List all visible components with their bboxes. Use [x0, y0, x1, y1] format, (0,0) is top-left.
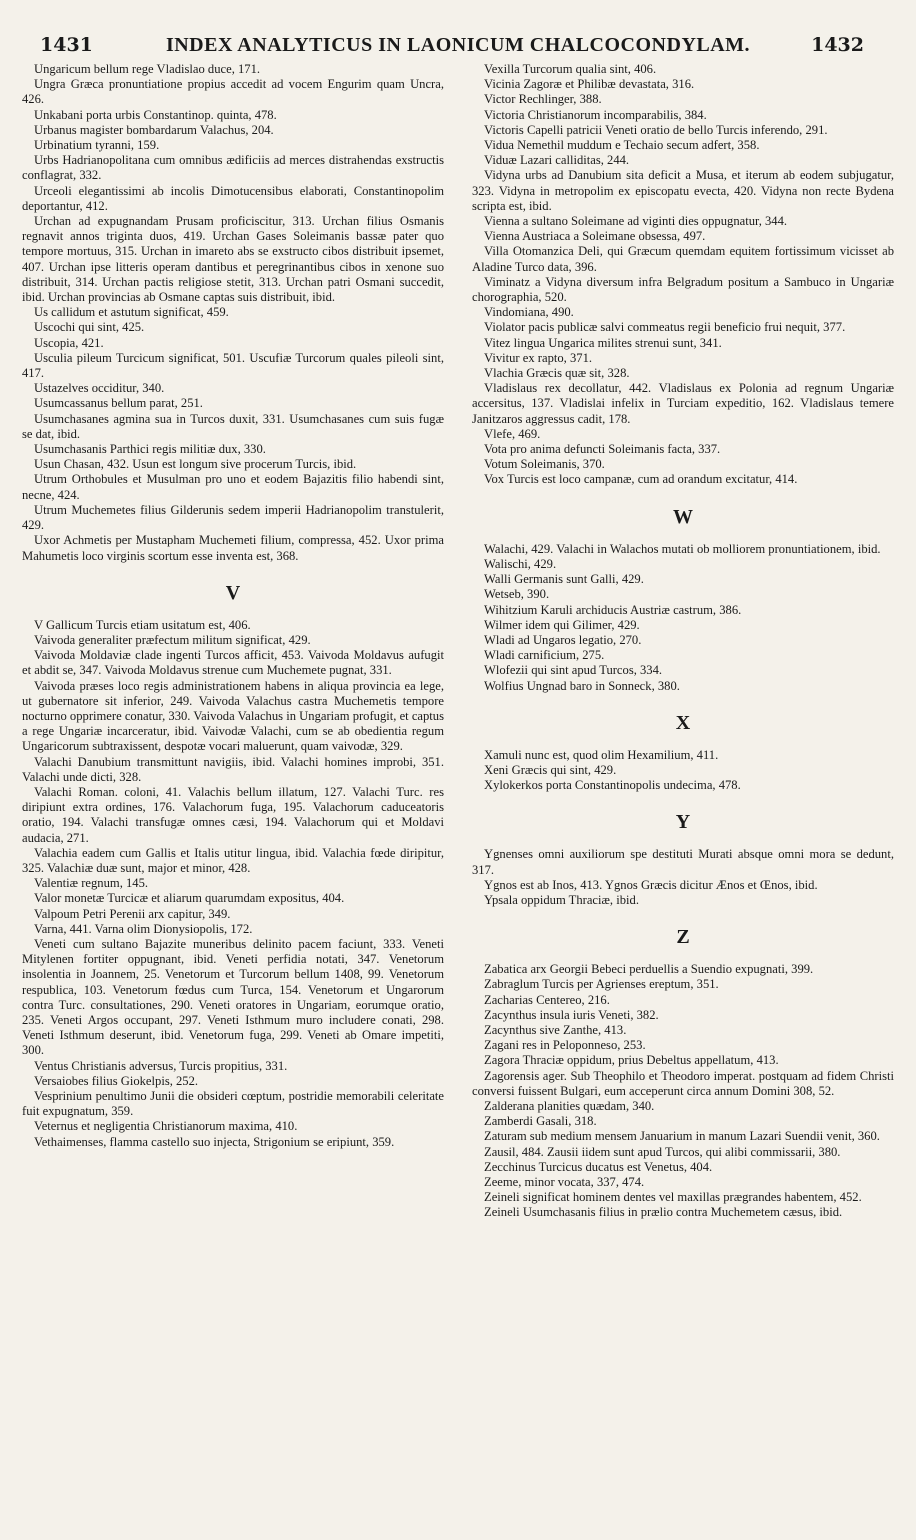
v-entries: [22, 618, 444, 1150]
index-entry: Zabatica arx Georgii Bebeci perduellis a Suendio expugnati, 399.: [484, 962, 814, 977]
page-header: [22, 28, 894, 62]
index-entry: Usumchasanes agmina sua in Turcos duxit, 331. Usumchasanes cum suis fugæ se dat, ibid.: [22, 411, 444, 441]
index-entry: Valentiæ regnum, 145.: [34, 876, 149, 891]
index-entry: Varna, 441. Varna olim Dionysiopolis, 172.: [34, 921, 253, 936]
index-entry: Vlachia Græcis quæ sit, 328.: [484, 366, 630, 381]
index-entry: Vicinia Zagoræ et Philibæ devastata, 316.: [484, 77, 695, 92]
index-entry: Valachi Danubium transmittunt navigiis, ibid. Valachi homines improbi, 351. Valachi unde dicti, 328.: [22, 754, 444, 784]
index-entry: Vota pro anima defuncti Soleimanis facta, 337.: [484, 442, 721, 457]
index-entry: Victor Rechlinger, 388.: [484, 92, 602, 107]
index-entry: Utrum Muchemetes filius Gilderunis sedem imperii Hadrianopolim transtulerit, 429.: [22, 502, 444, 533]
left-column: [22, 62, 444, 1221]
index-entry: Vlefe, 469.: [484, 426, 541, 441]
index-entry: Zeeme, minor vocata, 337, 474.: [484, 1174, 645, 1189]
index-entry: Zausil, 484. Zausii iidem sunt apud Turcos, qui alibi commissarii, 380.: [484, 1144, 841, 1159]
page-number-left: 1431: [40, 34, 93, 56]
index-entry: Wlofezii qui sint apud Turcos, 334.: [484, 663, 663, 678]
index-entry: Vidyna urbs ad Danubium sita deficit a Musa, et iterum ab eodem subjugatur, 323. Vidyna in metropolim ex episcopatu evecta, 420. Vidyna non recte Bydena scripta est, ibid.: [472, 168, 894, 213]
index-entry: Vexilla Turcorum qualia sint, 406.: [484, 62, 657, 76]
index-entry: Vaivoda præses loco regis administrationem habens in aliqua provincia ea lege, ut gubernatore sit inferior, 249. Vaivoda Valachus castra Muchemetis tempore nocturno opprimere conatur, 330. Vaivoda Valachus in Ungariam profugit, et captus a rege Ungariæ incarceratur, ibid. Vaivodæ Valachi, cum se ab obedientia regum Ungaricorum subtraxissent, despotæ vocari maluerunt, quam vaivodæ, 329.: [22, 678, 444, 754]
index-entry: Zeineli Usumchasanis filius in prælio contra Muchemetem cæsus, ibid.: [484, 1205, 843, 1220]
index-entry: Vaivoda Moldaviæ clade ingenti Turcos afficit, 453. Vaivoda Moldavus aufugit et abdit se, 347. Vaivoda Moldavus strenue cum Muchemete pugnat, 331.: [22, 648, 444, 678]
index-entry: Viduæ Lazari calliditas, 244.: [484, 153, 630, 168]
index-entry: Walischi, 429.: [484, 556, 557, 571]
index-entry: Ygnos est ab Inos, 413. Ygnos Græcis dicitur Ænos et Œnos, ibid.: [484, 877, 818, 892]
index-entry: Villa Otomanzica Deli, qui Græcum quemdam equitem fortissimum vicisset ab Aladine Turco data, 396.: [472, 244, 894, 274]
index-entry: Zacynthus sive Zanthe, 413.: [484, 1022, 627, 1037]
section-letter-z: Z: [676, 926, 690, 949]
index-entry: Zagorensis ager. Sub Theophilo et Theodoro imperat. postquam ad fidem Christi conversi fuissent Bulgari, eum acceperunt circa annum Domini 308, 52.: [472, 1068, 894, 1098]
index-entry: Wihitzium Karuli archiducis Austriæ castrum, 386.: [484, 602, 742, 617]
index-entry: Urchan ad expugnandam Prusam proficiscitur, 313. Urchan filius Osmanis regnavit annos triginta duos, 419. Urchan Gases Soleimanis bassæ pater quo tempore mortuus, 315. Urchan in imareto abs se exstructo cibos distribuit ipsemet, 407. Urchan ipse litteris operam dantibus et peregrinantibus cibos in xenone suo distribuit, 314. Urchan pactis religiose stetit, 313. Urchan patri Osmani succedit, ibid. Urchan provincias ab Osmane captas suis distribuit, ibid.: [22, 214, 444, 305]
index-entry: Zecchinus Turcicus ducatus est Venetus, 404.: [484, 1159, 713, 1174]
index-entry: Valachi Roman. coloni, 41. Valachis bellum illatum, 127. Valachi Turc. res diripiunt extra ordines, 176. Valachorum fuga, 195. Valachorum caduceatoris oratio, 194. Valachi transfugæ omnes cæsi, 194. Valachorum qui et Moldavi audacia, 271.: [22, 784, 444, 845]
index-entry: Vidua Nemethil muddum e Techaio secum adfert, 358.: [484, 138, 760, 153]
index-entry: Urceoli elegantissimi ab incolis Dimotucensibus elaborati, Constantinopolim deportantur, 412.: [22, 183, 444, 213]
index-entry: Valachia eadem cum Gallis et Italis utitur lingua, ibid. Valachia fœde diripitur, 325. Valachiæ duæ sunt, major et minor, 428.: [22, 845, 444, 875]
index-entry: Valor monetæ Turcicæ et aliarum quarumdam expositus, 404.: [34, 891, 345, 906]
index-entry: Zacynthus insula iuris Veneti, 382.: [484, 1007, 659, 1022]
index-entry: Ungaricum bellum rege Vladislao duce, 171.: [34, 62, 261, 76]
index-entry: Vaivoda generaliter præfectum militum significat, 429.: [34, 632, 311, 647]
index-entry: Viminatz a Vidyna diversum infra Belgradum positum a Sambuco in Ungariæ chorographia, 520.: [472, 274, 894, 305]
page-number-right: 1432: [811, 34, 864, 56]
index-entry: Zagora Thraciæ oppidum, prius Debeltus appellatum, 413.: [484, 1053, 779, 1068]
index-entry: Vox Turcis est loco campanæ, cum ad orandum excitatur, 414.: [484, 472, 798, 487]
index-entry: Vivitur ex rapto, 371.: [484, 350, 593, 365]
y-entries: [472, 847, 894, 908]
index-entry: Zalderana planities quædam, 340.: [484, 1098, 655, 1113]
index-entry: Wolfius Ungnad baro in Sonneck, 380.: [484, 678, 680, 693]
x-entries: [472, 748, 894, 794]
index-entry: Ygnenses omni auxiliorum spe destituti Murati absque omni mora se dedunt, 317.: [472, 847, 894, 877]
index-entry: Uscopia, 421.: [34, 335, 104, 350]
index-entry: Us callidum et astutum significat, 459.: [34, 305, 229, 320]
index-entry: Uxor Achmetis per Mustapham Muchemeti filium, compressa, 452. Uxor prima Mahumetis loco virginis scortum esse inventa est, 368.: [22, 533, 444, 563]
index-entry: Vitez lingua Ungarica milites strenui sunt, 341.: [484, 335, 722, 350]
index-entry: Usun Chasan, 432. Usun est longum sive procerum Turcis, ibid.: [34, 457, 357, 472]
u-entries: [22, 62, 444, 564]
index-entry: Violator pacis publicæ salvi commeatus regii beneficio frui nequit, 377.: [484, 320, 846, 335]
index-entry: Ventus Christianis adversus, Turcis propitius, 331.: [34, 1058, 288, 1073]
index-entry: Unkabani porta urbis Constantinop. quinta, 478.: [34, 107, 277, 122]
index-entry: Urbinatium tyranni, 159.: [34, 138, 160, 153]
v-entries-continued: [472, 62, 894, 488]
index-entry: Walli Germanis sunt Galli, 429.: [484, 572, 644, 587]
index-entry: Ypsala oppidum Thraciæ, ibid.: [484, 892, 639, 907]
index-entry: Wilmer idem qui Gilimer, 429.: [484, 617, 640, 632]
index-entry: Victoris Capelli patricii Veneti oratio de bello Turcis inferendo, 291.: [484, 122, 828, 137]
section-letter-x: X: [675, 711, 691, 734]
section-letter-y: Y: [675, 811, 691, 834]
index-entry: Zaturam sub medium mensem Januarium in manum Lazari Suendii venit, 360.: [484, 1129, 880, 1144]
running-title: INDEX ANALYTICUS IN LAONICUM CHALCOCONDYLAM.: [165, 34, 751, 56]
index-entry: Xamuli nunc est, quod olim Hexamilium, 411.: [484, 747, 719, 762]
index-entry: V Gallicum Turcis etiam usitatum est, 406.: [34, 617, 251, 632]
index-entry: Uscochi qui sint, 425.: [34, 320, 145, 335]
index-entry: Wetseb, 390.: [484, 587, 550, 602]
section-letter-w: W: [673, 505, 693, 528]
index-entry: Zagani res in Peloponneso, 253.: [484, 1038, 646, 1053]
index-entry: Valpoum Petri Perenii arx capitur, 349.: [34, 906, 231, 921]
index-entry: Usculia pileum Turcicum significat, 501. Uscufiæ Turcorum quales pileoli sint, 417.: [22, 350, 444, 381]
w-entries: [472, 542, 894, 694]
index-entry: Vesprinium penultimo Junii die obsideri cœptum, postridie memorabili celeritate fuit expugnatum, 359.: [22, 1089, 444, 1119]
index-entry: Vethaimenses, flamma castello suo injecta, Strigonium se eripiunt, 359.: [34, 1134, 395, 1149]
index-entry: Veternus et negligentia Christianorum maxima, 410.: [34, 1119, 298, 1134]
index-entry: Zabraglum Turcis per Agrienses ereptum, 351.: [484, 977, 719, 992]
index-entry: Zeineli significat hominem dentes vel maxillas prægrandes habentem, 452.: [484, 1190, 862, 1205]
two-column-body: [22, 62, 894, 1221]
index-entry: Zamberdi Gasali, 318.: [484, 1114, 597, 1129]
index-entry: Utrum Orthobules et Musulman pro uno et eodem Bajazitis filio habendi sint, necne, 424.: [22, 472, 444, 502]
index-entry: Xylokerkos porta Constantinopolis undecima, 478.: [484, 778, 741, 793]
index-entry: Zacharias Centereo, 216.: [484, 992, 610, 1007]
index-entry: Usumchasanis Parthici regis militiæ dux, 330.: [34, 442, 266, 457]
index-entry: Vindomiana, 490.: [484, 305, 574, 320]
index-entry: Ustazelves occiditur, 340.: [34, 381, 165, 396]
section-letter-v: V: [225, 581, 241, 604]
index-entry: Ungra Græca pronuntiatione propius accedit ad vocem Engurim quam Uncra, 426.: [22, 77, 444, 107]
index-entry: Urbanus magister bombardarum Valachus, 204.: [34, 122, 274, 137]
index-entry: Wladi carnificium, 275.: [484, 648, 605, 663]
index-entry: Vienna Austriaca a Soleimane obsessa, 497.: [484, 229, 706, 244]
index-entry: Usumcassanus bellum parat, 251.: [34, 396, 203, 411]
index-entry: Versaiobes filius Giokelpis, 252.: [34, 1073, 199, 1088]
index-entry: Wladi ad Ungaros legatio, 270.: [484, 632, 642, 647]
index-entry: Vladislaus rex decollatur, 442. Vladislaus ex Polonia ad regnum Ungariæ accersitus, 137. Vladislai infelix in Turciam expeditio, 162. Vladislaus temere Janitzaros aggressus cadit, 178.: [472, 381, 894, 426]
index-entry: Walachi, 429. Valachi in Walachos mutati ob molliorem pronuntiationem, ibid.: [484, 541, 881, 556]
index-entry: Votum Soleimanis, 370.: [484, 457, 605, 472]
index-entry: Vienna a sultano Soleimane ad viginti dies oppugnatur, 344.: [484, 214, 788, 229]
index-entry: Victoria Christianorum incomparabilis, 384.: [484, 107, 707, 122]
index-entry: Xeni Græcis qui sint, 429.: [484, 762, 617, 777]
index-entry: Urbs Hadrianopolitana cum omnibus ædificiis ad merces distrahendas exstructis conflagrat, 332.: [22, 153, 444, 183]
index-entry: Veneti cum sultano Bajazite muneribus delinito pacem faciunt, 333. Veneti Mitylenen fortiter oppugnant, ibid. Veneti perfidia notati, 347. Venetorum insolentia in Joannem, 25. Venetorum et Turcorum bellum 1408, 99. Venetorum respublica, 103. Venetorum fœdus cum Turca, 154. Venetorum et Ungarorum contra Turc. consultationes, 290. Veneti oratores in Ungariam, eorumque oratio, 235. Veneti Argos occupant, 297. Veneti Isthmum muro includere conati, 298. Veneti Isthmum deserunt, ibid. Venetorum fuga, 299. Veneti ab Omare impetiti, 300.: [22, 936, 444, 1058]
z-entries: [472, 962, 894, 1220]
right-column: [472, 62, 894, 1221]
